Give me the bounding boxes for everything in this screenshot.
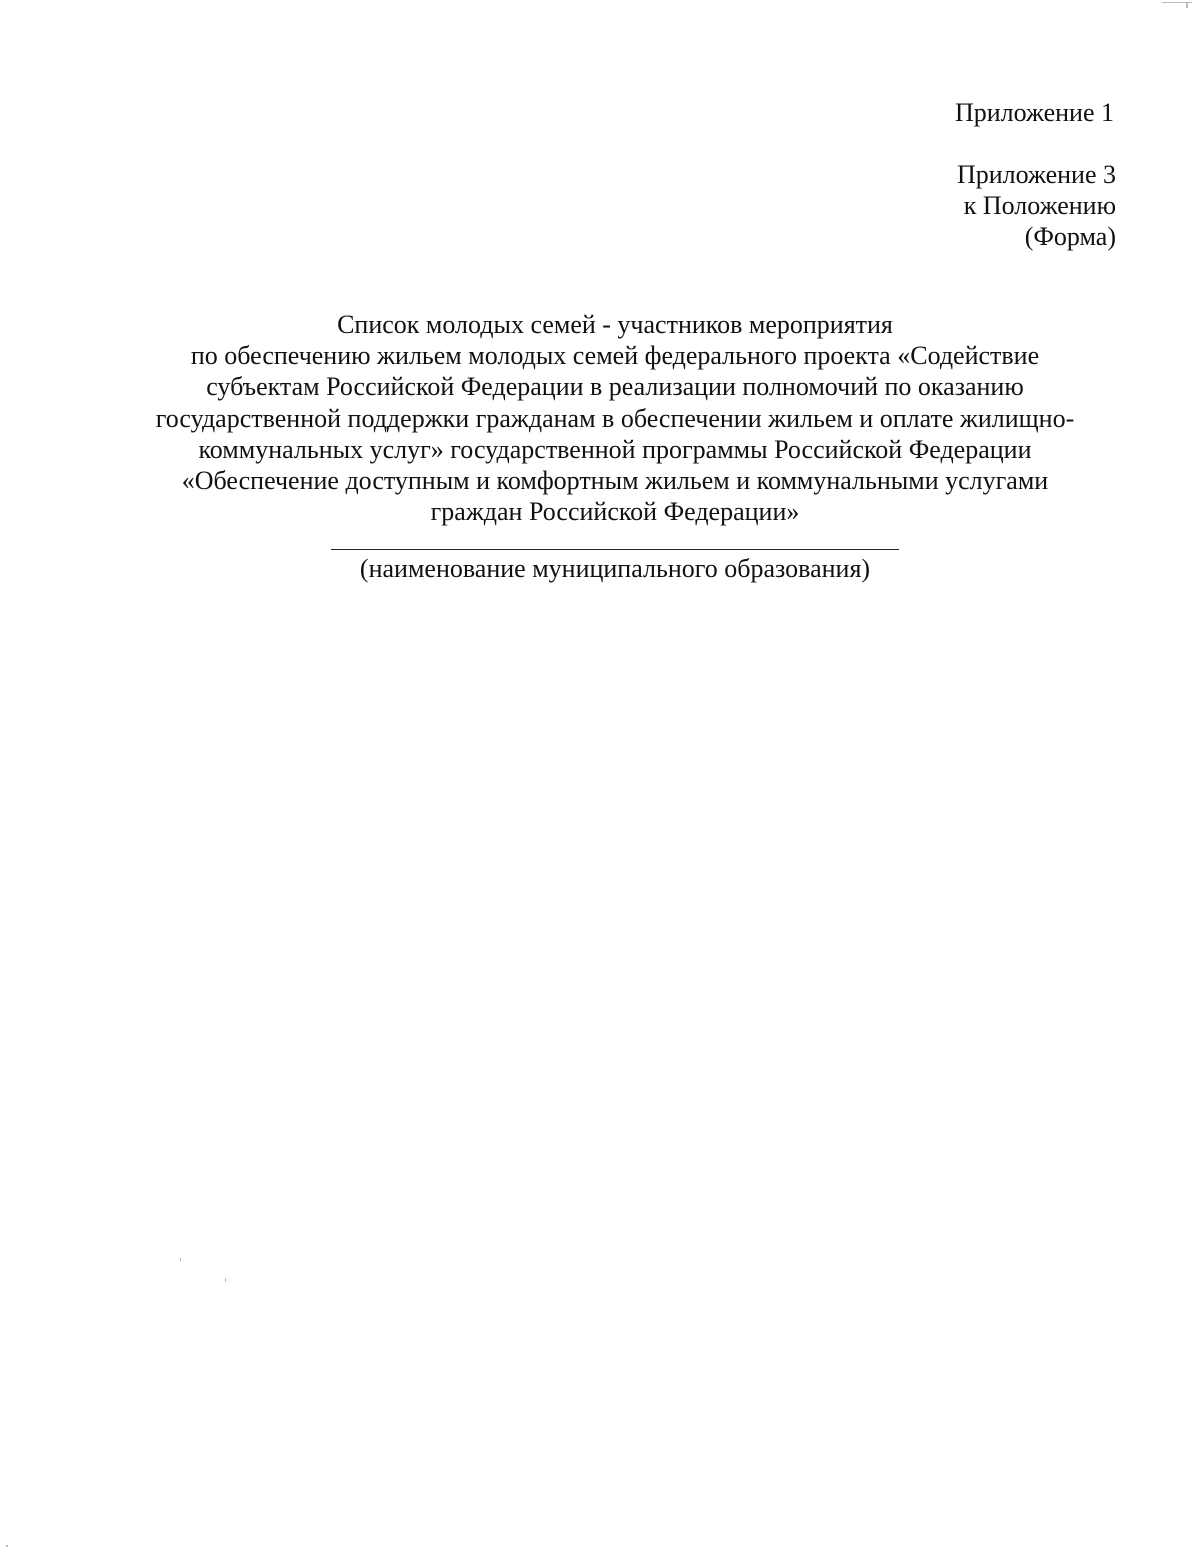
scan-speck [225, 1278, 226, 1282]
title-line: по обеспечению жильем молодых семей федерального проекта «Содействие [190, 341, 1040, 371]
scan-speck [1186, 2, 1188, 8]
title-line: Список молодых семей - участников мероприятия [337, 310, 893, 339]
form-label: (Форма) [1024, 222, 1116, 251]
to-regulation-label: к Положению [963, 191, 1116, 220]
document-title [100, 309, 1130, 527]
title-line: коммунальных услуг» государственной программы Российской Федерации [198, 434, 1032, 464]
scan-speck [6, 1545, 8, 1547]
annex-1-label: Приложение 1 [954, 98, 1114, 127]
annex-3-label: Приложение 3 [956, 160, 1116, 189]
title-line: субъектам Российской Федерации в реализации полномочий по оказанию [206, 372, 1024, 402]
municipality-fill-line [331, 549, 899, 550]
title-line: «Обеспечение доступным и комфортным жильем и коммунальными услугами [181, 466, 1049, 496]
municipality-caption: (наименование муниципального образования) [359, 554, 871, 583]
title-line: граждан Российской Федерации» [430, 497, 800, 527]
scan-speck [180, 1258, 181, 1261]
annex-3-header [957, 159, 1116, 252]
title-line: государственной поддержки гражданам в обеспечении жильем и оплате жилищно- [155, 403, 1075, 433]
